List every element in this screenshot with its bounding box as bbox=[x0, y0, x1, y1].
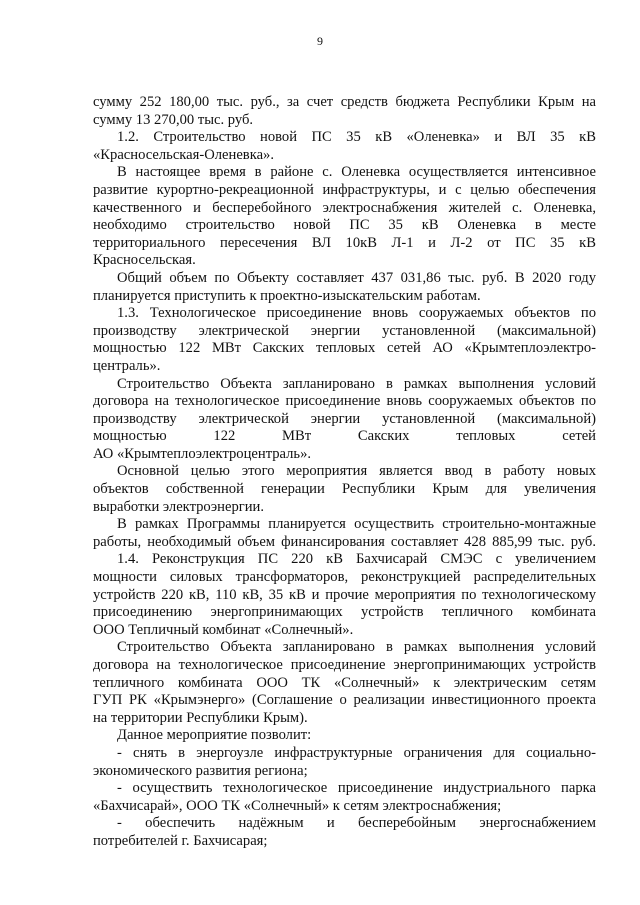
text-line: качественного и бесперебойного электроснабжения жителей с. Оленевка, bbox=[93, 199, 596, 216]
text-line: сумму 13 270,00 тыс. руб. bbox=[93, 111, 254, 128]
text-line: объектов собственной генерации Республики Крым для увеличения bbox=[93, 481, 596, 498]
text-line: территориального пересечения ВЛ 10кВ Л-1 и Л-2 от ПС 35 кВ bbox=[93, 234, 596, 251]
text-line: мощностью 122 МВт Сакских тепловых сетей bbox=[93, 428, 596, 445]
text-line: 1.2. Строительство новой ПС 35 кВ «Оленевка» и ВЛ 35 кВ bbox=[117, 129, 596, 146]
text-line: необходимо строительство новой ПС 35 кВ Оленевка в месте bbox=[93, 217, 596, 234]
text-line: АО «Крымтеплоэлектроцентраль». bbox=[93, 445, 312, 462]
page-number: 9 bbox=[317, 34, 323, 48]
text-line: ООО Тепличный комбинат «Солнечный». bbox=[93, 621, 354, 638]
text-line: устройств 220 кВ, 110 кВ, 35 кВ и прочие мероприятия по технологическому bbox=[93, 586, 596, 603]
text-line: тепличного комбината ООО ТК «Солнечный» к электрическим сетям bbox=[93, 674, 596, 691]
text-line: производству электрической энергии установленной (максимальной) bbox=[93, 322, 596, 339]
text-line: В настоящее время в районе с. Оленевка осуществляется интенсивное bbox=[117, 164, 596, 181]
text-line: централь». bbox=[93, 357, 161, 374]
text-line: Красносельская. bbox=[93, 252, 196, 269]
text-line: - осуществить технологическое присоединение индустриального парка bbox=[117, 780, 596, 797]
text-line: сумму 252 180,00 тыс. руб., за счет средств бюджета Республики Крым на bbox=[93, 94, 596, 110]
text-line: ГУП РК «Крымэнерго» (Соглашение о реализации инвестиционного проекта bbox=[93, 692, 596, 709]
text-line: планируется приступить к проектно-изыскательским работам. bbox=[93, 287, 481, 304]
text-line: - снять в энергоузле инфраструктурные ограничения для социально- bbox=[117, 744, 596, 761]
text-line: развитие курортно-рекреационной инфраструктуры, и с целью обеспечения bbox=[93, 181, 596, 198]
text-line: Основной целью этого мероприятия является ввод в работу новых bbox=[117, 463, 596, 480]
text-line: присоединению энергопринимающих устройств тепличного комбината bbox=[93, 604, 596, 621]
text-line: - обеспечить надёжным и бесперебойным энергоснабжением bbox=[117, 815, 596, 832]
text-line: мощностью 122 МВт Сакских тепловых сетей АО «Крымтеплоэлектро- bbox=[93, 340, 596, 357]
text-line: В рамках Программы планируется осуществить строительно-монтажные bbox=[117, 516, 596, 533]
text-line: работы, необходимый объем финансирования составляет 428 885,99 тыс. руб. bbox=[93, 533, 596, 550]
text-line: на территории Республики Крым). bbox=[93, 709, 308, 726]
text-line: производству электрической энергии установленной (максимальной) bbox=[93, 410, 596, 427]
text-line: потребителей г. Бахчисарая; bbox=[93, 832, 268, 849]
text-line: договора на технологическое присоединение энергопринимающих устройств bbox=[93, 657, 596, 673]
text-line: Строительство Объекта запланировано в рамках выполнения условий bbox=[117, 375, 596, 392]
text-line: «Красносельская-Оленевка». bbox=[93, 146, 274, 163]
text-line: 1.3. Технологическое присоединение вновь сооружаемых объектов по bbox=[117, 305, 596, 322]
text-line: экономического развития региона; bbox=[93, 762, 308, 779]
text-line: Данное мероприятие позволит: bbox=[117, 727, 312, 744]
text-line: 1.4. Реконструкция ПС 220 кВ Бахчисарай СМЭС с увеличением bbox=[117, 551, 596, 568]
text-line: «Бахчисарай», ООО ТК «Солнечный» к сетям электроснабжения; bbox=[93, 797, 502, 814]
document-body bbox=[93, 94, 596, 851]
text-line: мощности силовых трансформаторов, реконструкцией распределительных bbox=[93, 569, 596, 586]
text-line: договора на технологическое присоединение вновь сооружаемых объектов по bbox=[93, 393, 596, 410]
text-line: Строительство Объекта запланировано в рамках выполнения условий bbox=[117, 639, 596, 656]
text-line: Общий объем по Объекту составляет 437 031,86 тыс. руб. В 2020 году bbox=[117, 269, 596, 286]
text-line: выработки электроэнергии. bbox=[93, 498, 265, 515]
